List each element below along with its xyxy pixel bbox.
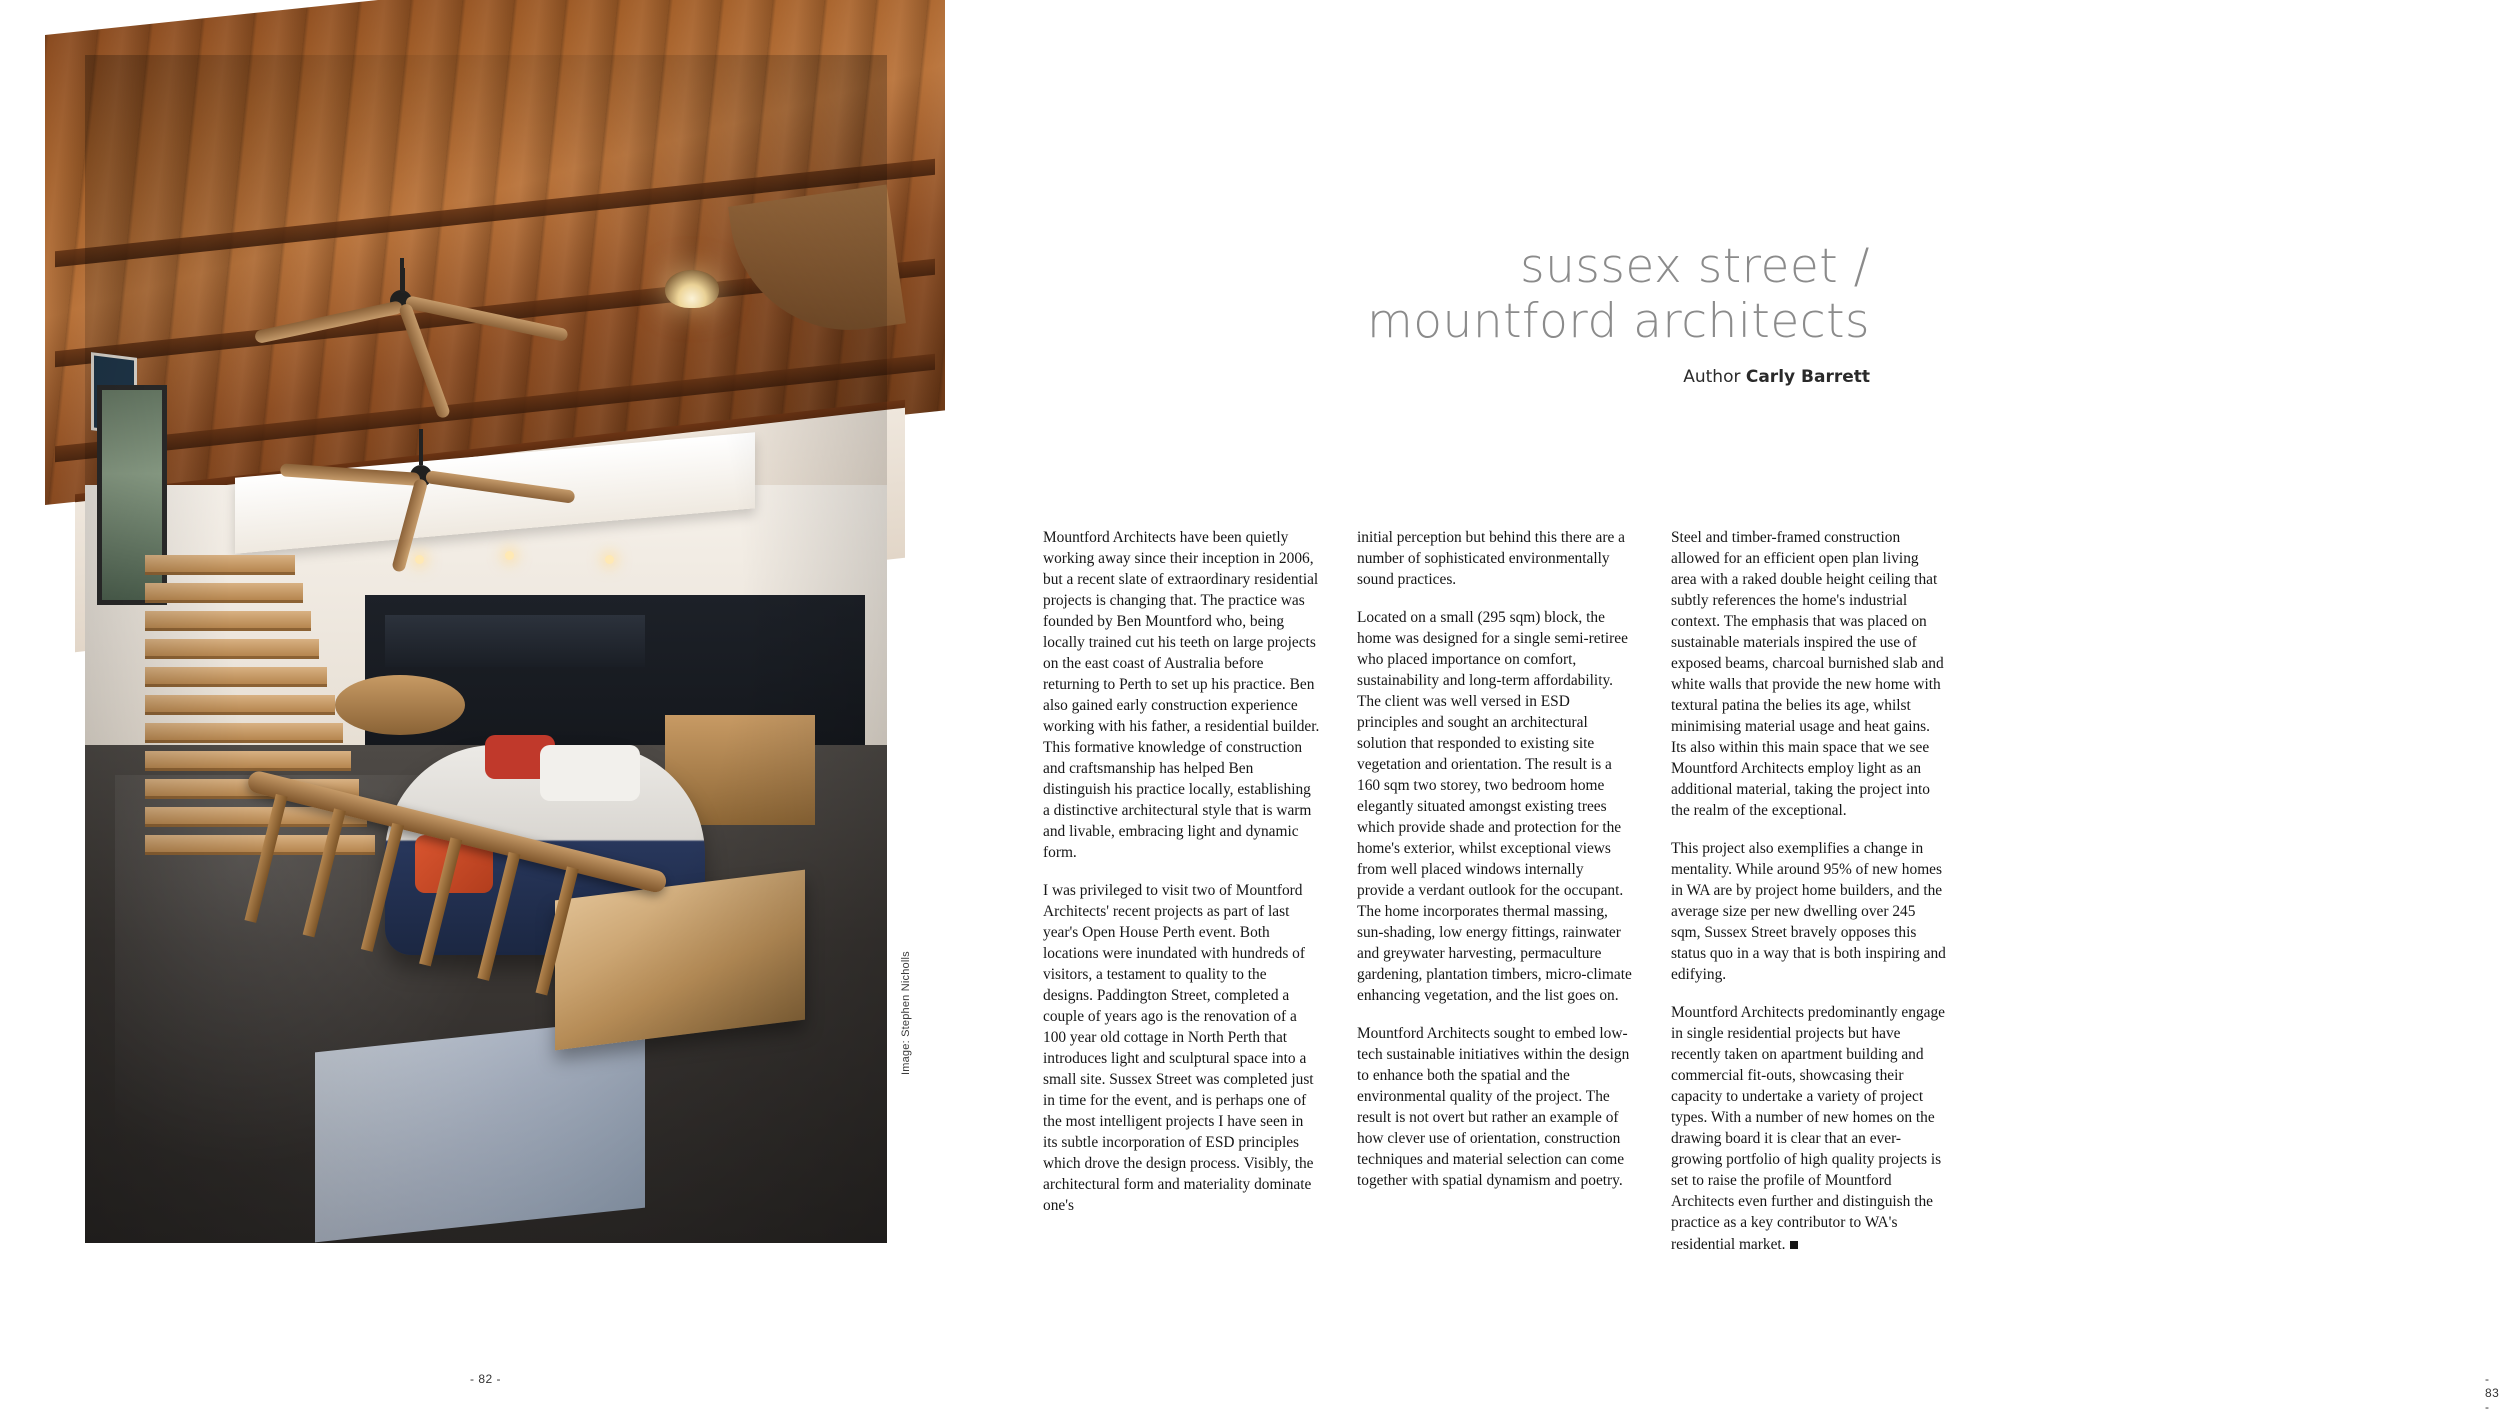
article-photograph: [85, 55, 887, 1243]
article-title-line-2: mountford architects: [1367, 293, 1870, 349]
paragraph: initial perception but behind this there are a number of sophisticated environmentally sound practices.: [1357, 529, 1625, 589]
body-column-1: [1043, 527, 1320, 1272]
folio-left: - 82 -: [470, 1372, 502, 1386]
folio-right: - 83 -: [2485, 1372, 2499, 1414]
article-title-block: [1150, 240, 1870, 387]
page-right: [1000, 0, 2499, 1414]
photo-illustration: [85, 55, 887, 1243]
author-name: Carly Barrett: [1745, 367, 1870, 388]
paragraph: I was privileged to visit two of Mountford Architects' recent projects as part of last year's Open House Perth event. Both locations were inundated with hundreds of visitors, a testament to quality to the designs. Paddington Street, completed a couple of years ago is the renovation of a 100 year old cottage in North Perth that introduces light and sculptural space into a small site. Sussex Street was completed just in time for the event, and is perhaps one of the most intelligent projects I have seen in its subtle incorporation of ESD principles which drove the design process. Visibly, the architectural form and materiality dominate one's: [1043, 882, 1314, 1215]
byline: [1150, 367, 1870, 387]
body-column-2: [1357, 527, 1634, 1272]
article-body: [1043, 527, 1948, 1272]
photo-vignette: [85, 55, 887, 1243]
byline-prefix: Author: [1683, 367, 1746, 388]
paragraph: Mountford Architects sought to embed low-tech sustainable initiatives within the design to enhance both the spatial and the environmental quality of the project. The result is not overt but rather an example of how clever use of orientation, construction techniques and material selection can come together with spatial dynamism and poetry.: [1357, 1025, 1630, 1190]
paragraph: This project also exemplifies a change in mentality. While around 95% of new homes in WA are by project home builders, and the average size per new dwelling over 245 sqm, Sussex Street bravely opposes this status quo in a way that is both inspiring and edifying.: [1671, 840, 1946, 984]
paragraph: Steel and timber-framed construction allowed for an efficient open plan living area with a raked double height ceiling that subtly references the home's industrial context. The emphasis that was placed on sustainable materials inspired the use of exposed beams, charcoal burnished slab and white walls that provide the new home with textural patina the belies its age, whilst minimising material usage and heat gains. Its also within this main space that we see Mountford Architects employ light as an additional material, taking the project into the realm of the exceptional.: [1671, 529, 1944, 820]
body-column-3: [1671, 527, 1948, 1272]
article-title-line-1: sussex street /: [1520, 239, 1870, 294]
paragraph-final: [1671, 1002, 1948, 1254]
paragraph: Located on a small (295 sqm) block, the home was designed for a single semi-retiree who placed importance on comfort, sustainability and long-term affordability. The client was well versed in ESD principles and sought an architectural solution that responded to existing site vegetation and orientation. The result is a 160 sqm two storey, two bedroom home elegantly situated amongst existing trees which provide shade and protection for the home's exterior, whilst exceptional views from well placed windows internally provide a verdant outlook for the occupant. The home incorporates thermal massing, sun-shading, low energy fittings, rainwater and greywater harvesting, permaculture gardening, plantation timbers, micro-climate enhancing vegetation, and the list goes on.: [1357, 609, 1632, 1005]
paragraph-text: Mountford Architects predominantly engage in single residential projects but have recently taken on apartment building and commercial fit-outs, showcasing their capacity to undertake a variety of project types. With a number of new homes on the drawing board it is clear that an ever-growing portfolio of high quality projects is set to raise the profile of Mountford Architects even further and distinguish the practice as a key contributor to WA's residential market.: [1671, 1004, 1945, 1253]
paragraph: Mountford Architects have been quietly working away since their inception in 2006, but a recent slate of extraordinary residential projects is changing that. The practice was founded by Ben Mountford who, being locally trained cut his teeth on large projects on the east coast of Australia before returning to Perth to set up his practice. Ben also gained early construction experience working with his father, a residential builder. This formative knowledge of construction and craftsmanship has helped Ben distinguish his practice locally, establishing a distinctive architectural style that is warm and livable, embracing light and dynamic form.: [1043, 529, 1320, 862]
page-left: [0, 0, 1000, 1414]
image-credit: Image: Stephen Nicholls: [900, 951, 912, 1075]
end-mark-icon: [1790, 1241, 1798, 1249]
